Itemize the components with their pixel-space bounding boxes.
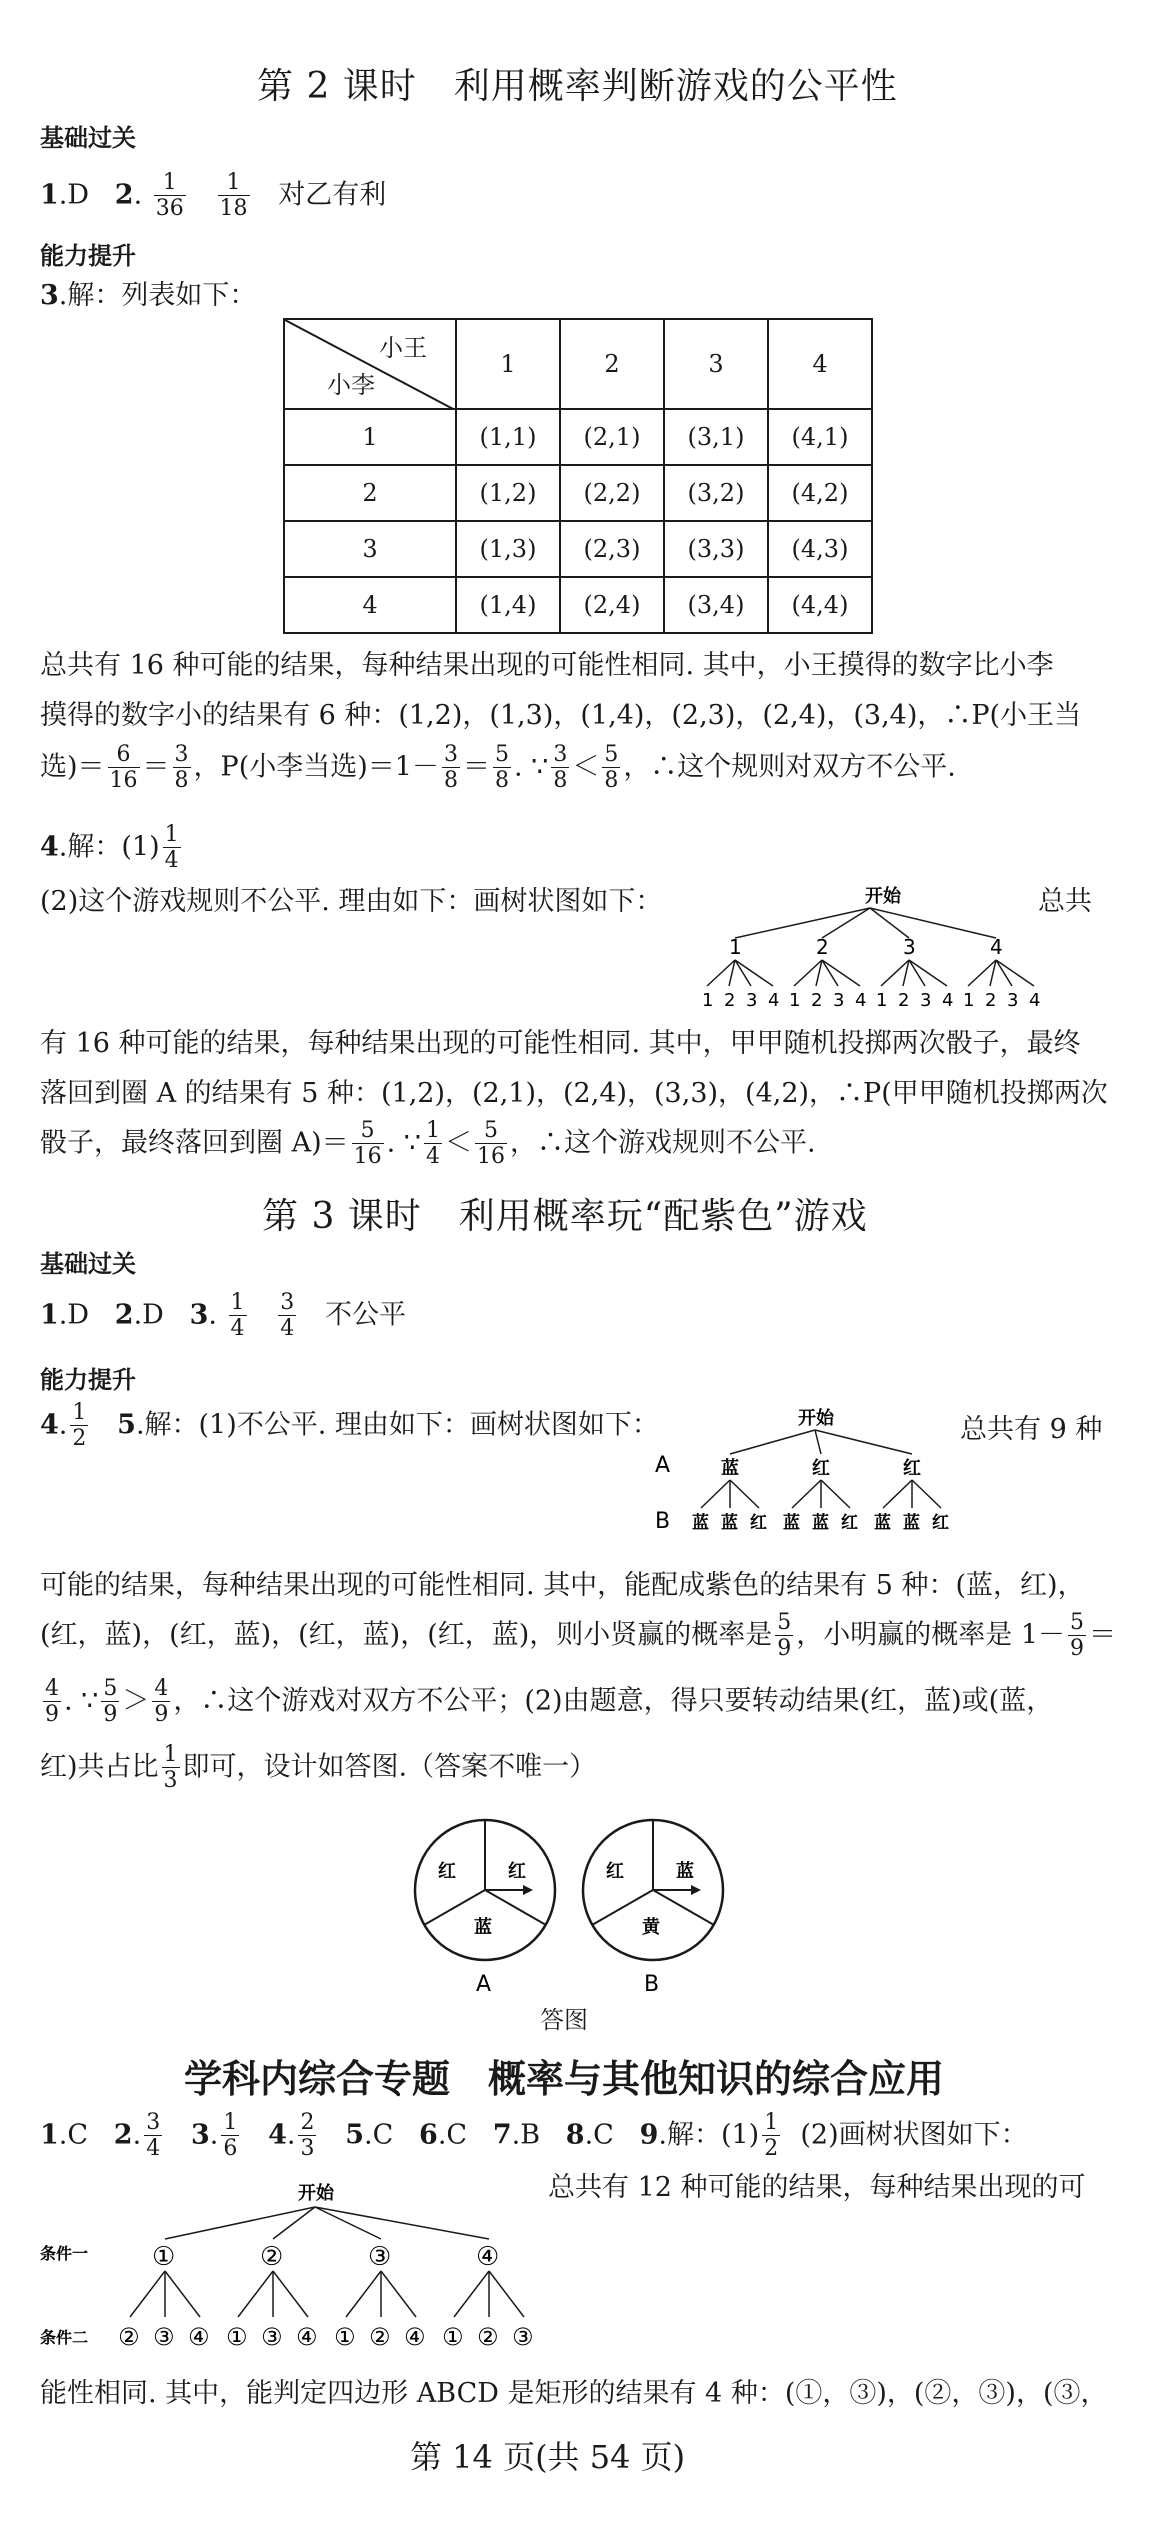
sector-label: 蓝 [474, 1917, 492, 1938]
col-axis-label: 小王 [379, 334, 427, 362]
tree-edge [996, 960, 1034, 986]
tree-leaf: 1 [702, 990, 714, 1011]
tree-leaf: 2 [985, 990, 997, 1011]
fraction: $\frac{1}{6}$ [223, 2110, 238, 2162]
tree-edge [909, 960, 947, 986]
table-cell: (1,1) [456, 409, 560, 465]
table-cell: (2,1) [560, 409, 664, 465]
fraction: $\frac{5}{9}$ [1070, 1610, 1085, 1662]
paragraph-line: 有 16 种可能的结果，每种结果出现的可能性相同. 其中，甲甲随机投掷两次骰子，最终 [40, 1028, 1081, 1059]
paragraph-line-math: 选)＝ $\frac{6}{16}$ ＝ $\frac{3}{8}$ ，P(小李当选)＝1－ $\frac{3}{8}$ ＝ $\frac{5}{8}$ . ∵ $\frac{3}{8}$ ＜ $\frac{5}{8}$ ，∴这个规则对双方不公平. [40, 742, 956, 794]
tree-edge [792, 1480, 821, 1508]
sector-label: 黄 [642, 1917, 660, 1938]
fraction: $\frac{1}{4}$ [230, 1290, 245, 1342]
sector-label: 蓝 [676, 1861, 694, 1882]
tree-leaf: 2 [724, 990, 736, 1011]
section-title-special: 学科内综合专题 概率与其他知识的综合应用 [184, 2057, 945, 2101]
ability-heading: 能力提升 [40, 242, 136, 270]
q4-q5-head: 4. $\frac{1}{2}$ 5.解：(1)不公平. 理由如下：画树状图如下： [40, 1400, 659, 1452]
q-num: 1 [40, 179, 59, 211]
paragraph-line-right: 总共 [1038, 886, 1092, 917]
tree-leaf: 3 [920, 990, 932, 1011]
tree-edge [821, 1480, 850, 1508]
tree-root: 开始 [798, 1408, 834, 1429]
tree-node: 红 [812, 1458, 830, 1479]
tree-leaf: ① [442, 2323, 464, 2351]
tree-edge [822, 960, 860, 986]
table-row [284, 521, 872, 577]
tree-leaf: ③ [512, 2323, 534, 2351]
tree-edge [130, 2271, 165, 2317]
answer: .D [58, 179, 90, 211]
tree-edge [346, 2271, 381, 2317]
table-cell: (2,3) [560, 521, 664, 577]
tree-diagram-2 [650, 1400, 950, 1550]
fraction: $\frac{1}{4}$ [164, 822, 179, 874]
fraction: $\frac{5}{16}$ [353, 1118, 382, 1170]
tree-leaf: 2 [811, 990, 823, 1011]
row-header: 1 [284, 409, 456, 465]
tree-diagram-1 [680, 880, 1060, 1015]
paragraph-line: 摸得的数字小的结果有 6 种：(1,2)，(1,3)，(1,4)，(2,3)，(2,4)，(3,4)，∴P(小王当 [40, 700, 1082, 731]
tree-edge [381, 2271, 416, 2317]
tree-row-label: 条件一 [40, 2244, 89, 2263]
tree-node: ① [152, 2242, 176, 2272]
answer-line-basic: 1.D 2.D 3. $\frac{1}{4}$ $\frac{3}{4}$ 不公平 [40, 1290, 407, 1342]
tree-edge [881, 960, 909, 986]
paragraph-line: (2)这个游戏规则不公平. 理由如下：画树状图如下： [40, 886, 663, 917]
tree-edge [489, 2271, 524, 2317]
tree-leaf: 红 [750, 1513, 767, 1533]
tree-root: 开始 [865, 886, 901, 907]
table-cell: (4,4) [768, 577, 872, 633]
fraction: $\frac{3}{4}$ [280, 1290, 295, 1342]
fraction: $\frac{4}{9}$ [45, 1676, 59, 1728]
tree-edge [454, 2271, 489, 2317]
tree-edge [968, 960, 996, 986]
tree-diagram-3 [30, 2175, 550, 2360]
paragraph-line: 可能的结果，每种结果出现的可能性相同. 其中，能配成紫色的结果有 5 种：(蓝，红)， [40, 1570, 1085, 1601]
tree-leaf: 红 [841, 1513, 858, 1533]
table-cell: (4,2) [768, 465, 872, 521]
fraction: $\frac{1}{4}$ [425, 1118, 440, 1170]
paragraph-line-math: 骰子，最终落回到圈 A)＝ $\frac{5}{16}$ . ∵ $\frac{1}{4}$ ＜ $\frac{5}{16}$ ，∴这个游戏规则不公平. [40, 1118, 816, 1170]
paragraph-line-math: 红)共占比 $\frac{1}{3}$ 即可，设计如答图.（答案不唯一） [40, 1742, 597, 1794]
tree-leaf: ② [477, 2323, 499, 2351]
fraction: $\frac{5}{9}$ [103, 1676, 118, 1728]
tree-leaf: ④ [296, 2323, 318, 2351]
tree-leaf: 3 [746, 990, 758, 1011]
tree-leaf: 蓝 [783, 1513, 800, 1533]
page-footer: 第 14 页(共 54 页) [410, 2438, 686, 2476]
answer-line-special: 1.C 2. $\frac{3}{4}$ 3. $\frac{1}{6}$ 4. $\frac{2}{3}$ 5.C 6.C 7.B 8.C 9.解：(1) $\frac{1}{2}$ (2)画树状图如下： [40, 2110, 1028, 2162]
table-cell: (3,3) [664, 521, 768, 577]
tree-root: 开始 [298, 2183, 334, 2204]
tree-row-label: A [655, 1453, 671, 1478]
tree-edge [883, 1480, 912, 1508]
col-header: 3 [664, 319, 768, 409]
tree-node: ③ [368, 2242, 392, 2272]
row-axis-label: 小李 [327, 371, 375, 399]
tree-edge [735, 960, 751, 986]
fraction: $\frac{1}{2}$ [764, 2110, 779, 2162]
tree-edges [165, 2207, 489, 2239]
table-row [284, 465, 872, 521]
spinner-b [583, 1820, 723, 1997]
table-cell: (2,4) [560, 577, 664, 633]
tree-edge [730, 1480, 759, 1508]
sector-label: 红 [438, 1861, 456, 1882]
section-title-lesson3: 第 3 课时 利用概率玩“配紫色”游戏 [262, 1196, 868, 1237]
fraction: $\frac{3}{8}$ [174, 742, 189, 794]
paragraph-line: 能性相同. 其中，能判定四边形 ABCD 是矩形的结果有 4 种：(①，③)，(②，③)，(③， [40, 2378, 1108, 2409]
paragraph-line: 落回到圈 A 的结果有 5 种：(1,2)，(2,1)，(2,4)，(3,3)，(4,2)，∴P(甲甲随机投掷两次 [40, 1078, 1108, 1109]
tree-edge [273, 2271, 308, 2317]
table-cell: (3,4) [664, 577, 768, 633]
outcome-table [283, 318, 873, 634]
tree-edge [996, 960, 1012, 986]
table-cell: (1,2) [456, 465, 560, 521]
tree-node: 蓝 [721, 1458, 739, 1479]
sector-label: 红 [606, 1861, 624, 1882]
table-cell: (1,3) [456, 521, 560, 577]
tree-node: 3 [903, 935, 916, 959]
basic-heading: 基础过关 [40, 1250, 136, 1278]
tree-leaf: 4 [942, 990, 954, 1011]
fraction: $\frac{5}{9}$ [777, 1610, 792, 1662]
tree-leaf: 蓝 [692, 1513, 709, 1533]
table-cell: (3,2) [664, 465, 768, 521]
tree-leaf: 蓝 [721, 1513, 738, 1533]
tree-edge [912, 1480, 941, 1508]
table-cell: (2,2) [560, 465, 664, 521]
q-num: 2 [114, 179, 134, 211]
tree-leaf: 红 [932, 1513, 949, 1533]
fraction: $\frac{1}{18}$ [219, 170, 248, 222]
tree-edge [909, 960, 925, 986]
tree-leaf: 4 [855, 990, 867, 1011]
spinner-label: B [644, 1972, 660, 1997]
table-cell: (3,1) [664, 409, 768, 465]
tree-leaf: 1 [876, 990, 888, 1011]
col-header: 2 [560, 319, 664, 409]
tree-edge [735, 960, 773, 986]
col-header: 4 [768, 319, 872, 409]
paragraph-line-math: $\frac{4}{9}$ . ∵ $\frac{5}{9}$ ＞ $\frac{4}{9}$ ，∴这个游戏对双方不公平；(2)由题意，得只要转动结果(红，蓝)或(蓝， [45, 1676, 1054, 1728]
tree-leaf: ① [226, 2323, 248, 2351]
tree-node: 4 [990, 935, 1003, 959]
tree-leaf: 蓝 [812, 1513, 829, 1533]
paragraph-line: 总共有 16 种可能的结果，每种结果出现的可能性相同. 其中，小王摸得的数字比小李 [40, 650, 1054, 681]
spinner-label: A [476, 1972, 492, 1997]
table-row [284, 409, 872, 465]
row-header: 2 [284, 465, 456, 521]
fraction: $\frac{5}{8}$ [494, 742, 509, 794]
fraction: $\frac{5}{16}$ [476, 1118, 505, 1170]
tree-leaf: ④ [404, 2323, 426, 2351]
fraction: $\frac{3}{4}$ [146, 2110, 161, 2162]
basic-heading: 基础过关 [40, 124, 136, 152]
tree-edge [707, 960, 735, 986]
tree-leaf: 3 [833, 990, 845, 1011]
table-cell: (4,1) [768, 409, 872, 465]
fraction: $\frac{1}{3}$ [163, 1742, 178, 1794]
tree-edge [238, 2271, 273, 2317]
tree-leaf: ② [118, 2323, 140, 2351]
tree-node: ② [260, 2242, 284, 2272]
answer-text: 对乙有利 [278, 179, 387, 211]
fraction: $\frac{2}{3}$ [300, 2110, 315, 2162]
tree-leaf: 蓝 [903, 1513, 920, 1533]
tree-leaf: ③ [261, 2323, 283, 2351]
tree-leaf: 蓝 [874, 1513, 891, 1533]
tree-leaf: 1 [963, 990, 975, 1011]
row-header: 3 [284, 521, 456, 577]
spinner-figures [410, 1815, 730, 2015]
tree-leaf: ① [334, 2323, 356, 2351]
q3-head: 3.解：列表如下： [40, 280, 257, 311]
tree-leaf: ④ [188, 2323, 210, 2351]
tree-leaf: 4 [768, 990, 780, 1011]
tree-node: ④ [476, 2242, 500, 2272]
tree-leaf: ③ [153, 2323, 175, 2351]
row-header: 4 [284, 577, 456, 633]
paragraph-line-right: 总共有 12 种可能的结果，每种结果出现的可 [548, 2172, 1086, 2203]
fraction: $\frac{5}{8}$ [604, 742, 619, 794]
tree-leaf: ② [369, 2323, 391, 2351]
tree-node: 1 [729, 935, 742, 959]
fraction: $\frac{4}{9}$ [154, 1676, 169, 1728]
tree-row-label: 条件二 [40, 2328, 89, 2347]
tree-node: 红 [903, 1458, 921, 1479]
fraction: $\frac{6}{16}$ [109, 742, 138, 794]
spinner-a [415, 1820, 555, 1997]
tree-leaf: 1 [789, 990, 801, 1011]
tree-edges [730, 1430, 912, 1454]
fraction: $\frac{3}{8}$ [443, 742, 458, 794]
tree-leaf: 3 [1007, 990, 1019, 1011]
fraction: $\frac{1}{36}$ [155, 170, 184, 222]
sector-label: 红 [508, 1861, 526, 1882]
q4-head: 4.解：(1) $\frac{1}{4}$ [40, 822, 179, 874]
ability-heading: 能力提升 [40, 1366, 136, 1394]
col-header: 1 [456, 319, 560, 409]
tree-edge [822, 960, 838, 986]
tree-node: 2 [816, 935, 829, 959]
tree-edges [735, 908, 996, 938]
tree-leaf: 2 [898, 990, 910, 1011]
paragraph-line-math: (红，蓝)，(红，蓝)，(红，蓝)，(红，蓝)，则小贤赢的概率是 $\frac{5}{9}$ ，小明赢的概率是 1－ $\frac{5}{9}$ ＝ [40, 1610, 1117, 1662]
answer-line-basic: 1.D 2. $\frac{1}{36}$ $\frac{1}{18}$ 对乙有利 [40, 170, 387, 222]
paragraph-line-right: 总共有 9 种 [960, 1414, 1103, 1445]
tree-edge [165, 2271, 200, 2317]
table-corner-cell [284, 319, 456, 409]
tree-leaf: 4 [1029, 990, 1041, 1011]
table-row [284, 577, 872, 633]
tree-edge [701, 1480, 730, 1508]
section-title-lesson2: 第 2 课时 利用概率判断游戏的公平性 [257, 66, 898, 107]
figure-caption: 答图 [540, 2006, 588, 2034]
tree-row-label: B [655, 1509, 671, 1534]
table-cell: (1,4) [456, 577, 560, 633]
tree-edge [794, 960, 822, 986]
table-cell: (4,3) [768, 521, 872, 577]
fraction: $\frac{1}{2}$ [72, 1400, 87, 1452]
fraction: $\frac{3}{8}$ [553, 742, 568, 794]
